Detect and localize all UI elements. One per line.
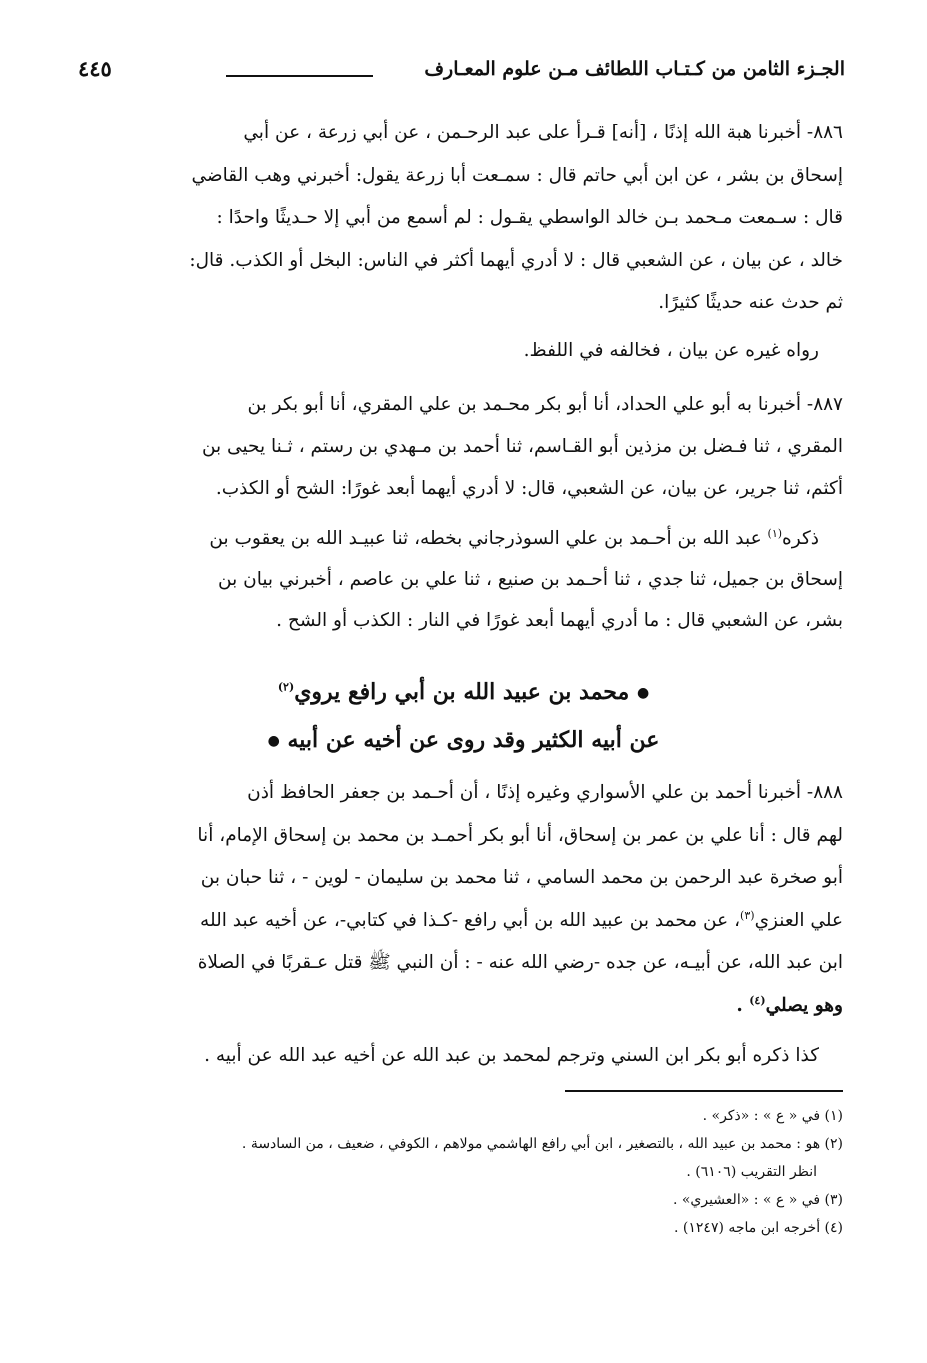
text-line: إسحاق بن بشر ، عن ابن أبي حاتم قال : سمـعت أبا زرعة يقول: أخبرني وهب القاضي bbox=[191, 164, 843, 186]
footnote: (١) في « ع » : «ذكر» . bbox=[702, 1108, 843, 1124]
footnotes bbox=[84, 1102, 843, 1242]
page-number: ٤٤٥ bbox=[78, 56, 112, 81]
text-line: ٨٨٧- أخبرنا به أبو علي الحداد، أنا أبو بكر محـمد بن علي المقري، أنا أبو بكر بن bbox=[247, 394, 843, 415]
section-heading-text: محمد بن عبيد الله بن أبي رافع يروي bbox=[294, 679, 630, 705]
text-line: خالد ، عن بيان ، عن الشعبي قال : لا أدري أيهما أكثر في الناس: البخل أو الكذب. قال: bbox=[189, 249, 843, 271]
text-line: إسحاق بن جميل، ثنا جدي ، ثنا أحـمد بن صنيع ، ثنا علي بن عاصم ، أخبرني بيان بن bbox=[218, 569, 843, 590]
text-line bbox=[84, 900, 843, 943]
text-line: أكثم، ثنا جرير، عن بيان، عن الشعبي، قال: لا أدري أيهما أبعد غورًا: الشح أو الكذب. bbox=[215, 478, 843, 499]
text-fragment: ، عن محمد بن عبيد الله بن أبي رافع -كـذا في كتابي-، عن أخيه عبد الله bbox=[200, 909, 741, 931]
text-fragment: وهو يصلي bbox=[765, 994, 843, 1016]
bullet-icon: ● bbox=[267, 733, 280, 749]
text-line: بشر، عن الشعبي قال : ما أدري أيهما أبعد غورًا في النار : الكذب أو الشح . bbox=[276, 610, 843, 631]
text-line bbox=[84, 518, 843, 559]
hadith-888 bbox=[84, 772, 843, 1027]
text-line: كذا ذكره أبو بكر ابن السني وترجم لمحمد بن عبد الله عن أخيه عبد الله عن أبيه . bbox=[204, 1045, 819, 1066]
hadith-886 bbox=[84, 112, 843, 325]
text-fragment: ذكره bbox=[782, 528, 819, 549]
header-title: الجـزء الثامن من كـتـاب اللطائف مـن علوم المعـارف bbox=[424, 58, 845, 80]
text-fragment: علي العنزي bbox=[754, 909, 843, 931]
text-line: ثم حدث عنه حديثًا كثيرًا. bbox=[658, 292, 843, 313]
section-heading-line-2 bbox=[84, 720, 843, 761]
footnote-separator bbox=[565, 1090, 843, 1092]
footnote-ref: (٢) bbox=[277, 680, 295, 694]
hadith-887 bbox=[84, 384, 843, 510]
text-line: رواه غيره عن بيان ، فخالفه في اللفظ. bbox=[523, 340, 819, 361]
text-line: ٨٨٨- أخبرنا أحمد بن علي الأسواري وغيره إذنًا ، أن أحـمد بن جعفر الحافظ أذن bbox=[247, 782, 843, 803]
dhikr-paragraph bbox=[84, 518, 843, 641]
narration-note bbox=[84, 330, 843, 372]
footnote-ref: (١) bbox=[767, 526, 783, 540]
footnote: (٤) أخرجه ابن ماجه (١٢٤٧) . bbox=[674, 1220, 843, 1236]
running-header bbox=[78, 48, 845, 88]
section-heading-text: عن أبيه الكثير وقد روى عن أخيه عن أبيه bbox=[287, 727, 660, 753]
text-line: ابن عبد الله، عن أبيـه، عن جده -رضي الله عنه - : أن النبي ﷺ قتل عـقربًا في الصلاة bbox=[197, 952, 843, 973]
text-line: لهم قال : أنا علي بن عمر بن إسحاق، أنا أبو بكر أحمـد بن محمد بن إسحاق الإمام، أنا bbox=[197, 824, 843, 846]
bullet-icon: ● bbox=[636, 685, 650, 701]
text-fragment: عبد الله بن أحـمد بن علي السوذرجاني بخطه، ثنا عبيـد الله بن يعقوب بن bbox=[209, 528, 768, 549]
footnote-ref: (٣) bbox=[740, 908, 755, 922]
closing-note bbox=[84, 1036, 843, 1076]
text-line: المقري ، ثنا فـضل بن مزذين أبو القـاسم، ثنا أحمد بن مـهدي بن رستم ، ثـنا يحيى بن bbox=[201, 436, 843, 457]
text-line: ٨٨٦- أخبرنا هبة الله إذنًا ، [أنه] قـرأ على عبد الرحـمن ، عن أبي زرعة ، عن أبي bbox=[243, 122, 843, 143]
text-fragment: . bbox=[736, 994, 750, 1016]
footnote: (٢) هو : محمد بن عبيد الله ، بالتصغير ، ابن أبي رافع الهاشمي مولاهم ، الكوفي ، ضعيف ، من السادسة . bbox=[241, 1136, 843, 1152]
text-line: أبو صخرة عبد الرحمن بن محمد السامي ، ثنا محمد بن سليمان - لوين - ، ثنا حبان بن bbox=[200, 867, 843, 888]
footnote-ref: (٤) bbox=[749, 993, 766, 1007]
header-rule bbox=[226, 75, 373, 77]
footnote-continuation: انظر التقريب (٦١٠٦) . bbox=[686, 1164, 817, 1180]
text-line bbox=[84, 985, 843, 1028]
section-heading-line-1 bbox=[84, 672, 843, 713]
footnote: (٣) في « ع » : «العشيري» . bbox=[672, 1192, 843, 1208]
text-line: قال : سـمعت مـحمد بـن خالد الواسطي يقـول : لم أسمع من أبي إلا حـديثًا واحدًا : bbox=[216, 207, 843, 228]
